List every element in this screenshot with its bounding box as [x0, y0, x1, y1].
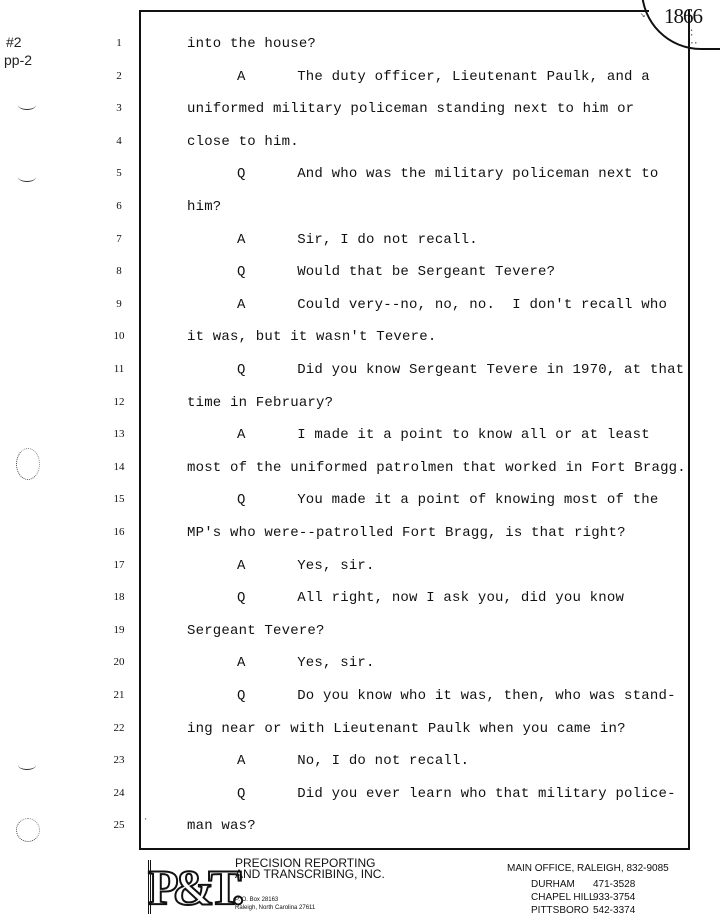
- transcript-line: A I made it a point to know all or at least: [237, 427, 650, 444]
- line-number: 9: [116, 297, 122, 310]
- transcript-line: Q Did you ever learn who that military police-: [237, 785, 676, 802]
- transcript-line: close to him.: [187, 133, 299, 150]
- margin-tick-mark: [18, 100, 36, 110]
- office-city: CHAPEL HILL: [531, 892, 595, 903]
- address-line1: P. O. Box 28163: [235, 897, 279, 903]
- line-number: 15: [113, 493, 125, 506]
- line-number: 2: [116, 69, 122, 82]
- office-city: PITTSBORO: [531, 905, 589, 916]
- address-line2: Raleigh, North Carolina 27611: [235, 905, 316, 911]
- transcript-line: Q Did you know Sergeant Tevere in 1970, at that: [237, 362, 685, 378]
- transcript-line: him?: [187, 199, 222, 215]
- line-number: 4: [116, 134, 122, 147]
- line-number: 17: [113, 558, 125, 571]
- company-name-line1: PRECISION REPORTING: [235, 856, 376, 870]
- transcript-line: time in February?: [187, 394, 334, 411]
- transcript-line: A Yes, sir.: [237, 655, 375, 672]
- line-number: 23: [113, 754, 125, 767]
- line-number: 13: [113, 428, 125, 441]
- line-number: 11: [113, 363, 125, 375]
- line-number: 6: [116, 200, 122, 212]
- line-number: 19: [113, 623, 125, 636]
- margin-note-page: pp-2: [4, 52, 33, 68]
- line-number: 14: [113, 460, 125, 473]
- company-address: [235, 896, 315, 912]
- office-phone: 471-3528: [593, 879, 636, 890]
- margin-tick-mark: [18, 760, 36, 770]
- transcript-line: A The duty officer, Lieutenant Paulk, and a: [237, 68, 650, 85]
- page-corner-mark-icon: ↘: [640, 10, 646, 20]
- office-row: [531, 905, 635, 916]
- line-number: 5: [116, 167, 122, 180]
- transcript-line: A Sir, I do not recall.: [237, 231, 478, 248]
- transcript-line: Q Do you know who it was, then, who was stand-: [237, 688, 676, 704]
- line-number: 25: [113, 819, 125, 832]
- company-name-line2: AND TRANSCRIBING, INC.: [235, 867, 385, 881]
- main-office: MAIN OFFICE, RALEIGH, 832-9085: [507, 863, 669, 874]
- office-row: [531, 879, 635, 890]
- line-number: 1: [116, 37, 122, 49]
- line-number: 22: [113, 721, 125, 734]
- line-number: 12: [113, 395, 125, 408]
- margin-ring-mark: [16, 448, 40, 480]
- transcript-line: Q You made it a point of knowing most of the: [237, 492, 659, 509]
- transcript-line: most of the uniformed patrolmen that worked in Fort Bragg.: [187, 459, 686, 476]
- line-number: 24: [113, 786, 125, 799]
- office-phone: 933-3754: [593, 892, 636, 903]
- transcript-line: MP's who were--patrolled Fort Bragg, is that right?: [187, 525, 626, 541]
- margin-ring-mark: [16, 818, 40, 842]
- transcript-line: into the house?: [187, 36, 317, 52]
- transcript-line: A Yes, sir.: [237, 557, 375, 574]
- transcript-line: uniformed military policeman standing next to him or: [187, 101, 635, 118]
- office-city: DURHAM: [531, 879, 575, 890]
- line-number: 21: [113, 689, 125, 701]
- transcript-top-rule: [139, 10, 649, 12]
- transcript-line: A Could very--no, no, no. I don't recall who: [237, 296, 668, 313]
- transcript-line: A No, I do not recall.: [237, 753, 470, 770]
- transcript-line: Q Would that be Sergeant Tevere?: [237, 264, 556, 281]
- line-number: 8: [116, 265, 122, 278]
- corner-doodle-icon: ∶ ⋅⋅: [690, 26, 698, 50]
- line-number: 20: [113, 656, 125, 669]
- line-number: 3: [116, 102, 122, 115]
- transcript-line: it was, but it wasn't Tevere.: [187, 329, 437, 346]
- stray-mark-icon: ⋅: [143, 815, 149, 825]
- transcript-line: Q And who was the military policeman next to: [237, 166, 659, 183]
- line-number: 16: [113, 526, 125, 538]
- company-logo: P&T.: [148, 859, 239, 915]
- company-name: [235, 858, 385, 880]
- transcript-line: Sergeant Tevere?: [187, 622, 325, 639]
- transcript-line: man was?: [187, 818, 256, 835]
- margin-tick-mark: [18, 172, 36, 182]
- transcript-line: Q All right, now I ask you, did you know: [237, 590, 625, 607]
- transcript-line: ing near or with Lieutenant Paulk when you came in?: [187, 720, 626, 737]
- office-phone: 542-3374: [593, 905, 636, 916]
- office-row: [531, 892, 635, 903]
- line-number: 10: [113, 330, 125, 343]
- margin-note-exhibit: #2: [6, 34, 22, 50]
- line-number: 7: [116, 232, 122, 245]
- page-number: 1866: [664, 4, 702, 28]
- line-number: 18: [113, 591, 125, 604]
